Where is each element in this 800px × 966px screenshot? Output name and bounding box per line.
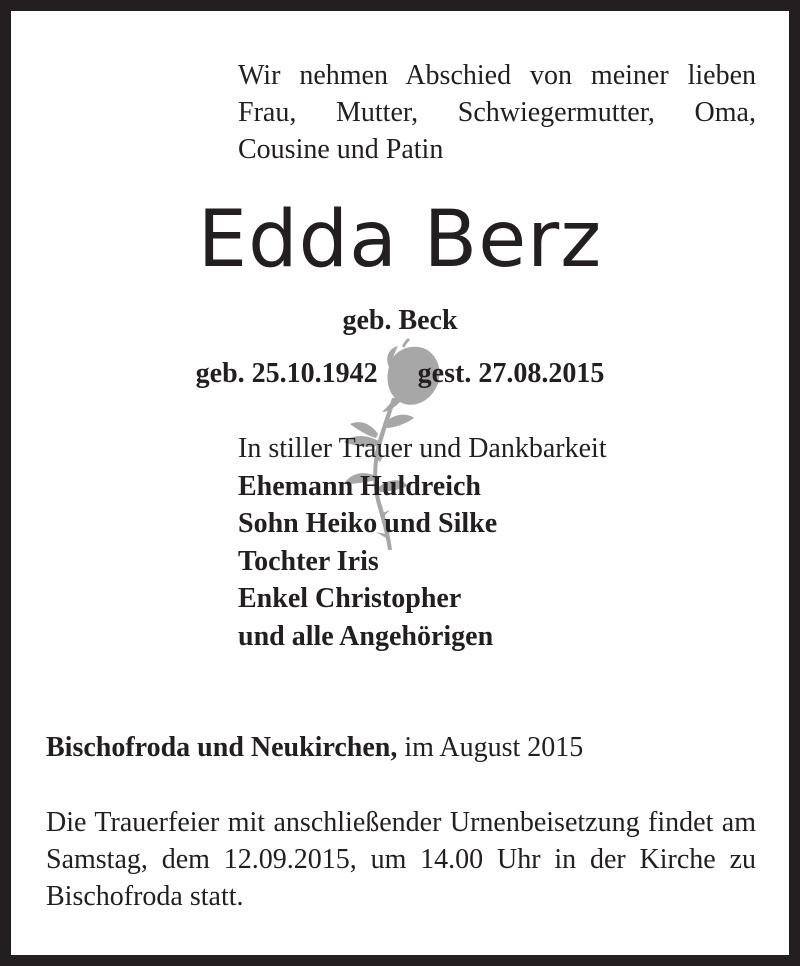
- mourner-name: und alle Angehörigen: [238, 620, 494, 652]
- birth-date: geb. 25.10.1942: [195, 358, 378, 389]
- mourner-name: Enkel Christopher: [238, 583, 462, 614]
- mourner-name: Tochter Iris: [238, 545, 379, 577]
- death-date: gest. 27.08.2015: [417, 358, 605, 389]
- life-dates: [0, 357, 800, 391]
- deceased-name: Edda Berz: [197, 195, 603, 285]
- mourners-intro: In stiller Trauer und Dankbarkeit: [238, 433, 607, 464]
- month-year: im August 2015: [404, 732, 584, 763]
- ceremony-text: Die Trauerfeier mit anschließender Urnenbeisetzung findet am Samstag, dem 12.09.2015, um 14.00 Uhr in der Kirche zu Bischofroda statt.: [46, 807, 756, 912]
- mourner-name: Ehemann Huldreich: [238, 470, 481, 502]
- mourners-block: [238, 430, 607, 655]
- maiden-name: geb. Beck: [342, 305, 458, 336]
- mourner-name: Sohn Heiko und Silke: [238, 508, 498, 539]
- place-name: Bischofroda und Neukirchen,: [46, 732, 398, 763]
- intro-text: Wir nehmen Abschied von meiner lieben Frau, Mutter, Schwiegermutter, Oma, Cousine und Patin: [238, 60, 756, 165]
- place-and-date: [46, 730, 583, 766]
